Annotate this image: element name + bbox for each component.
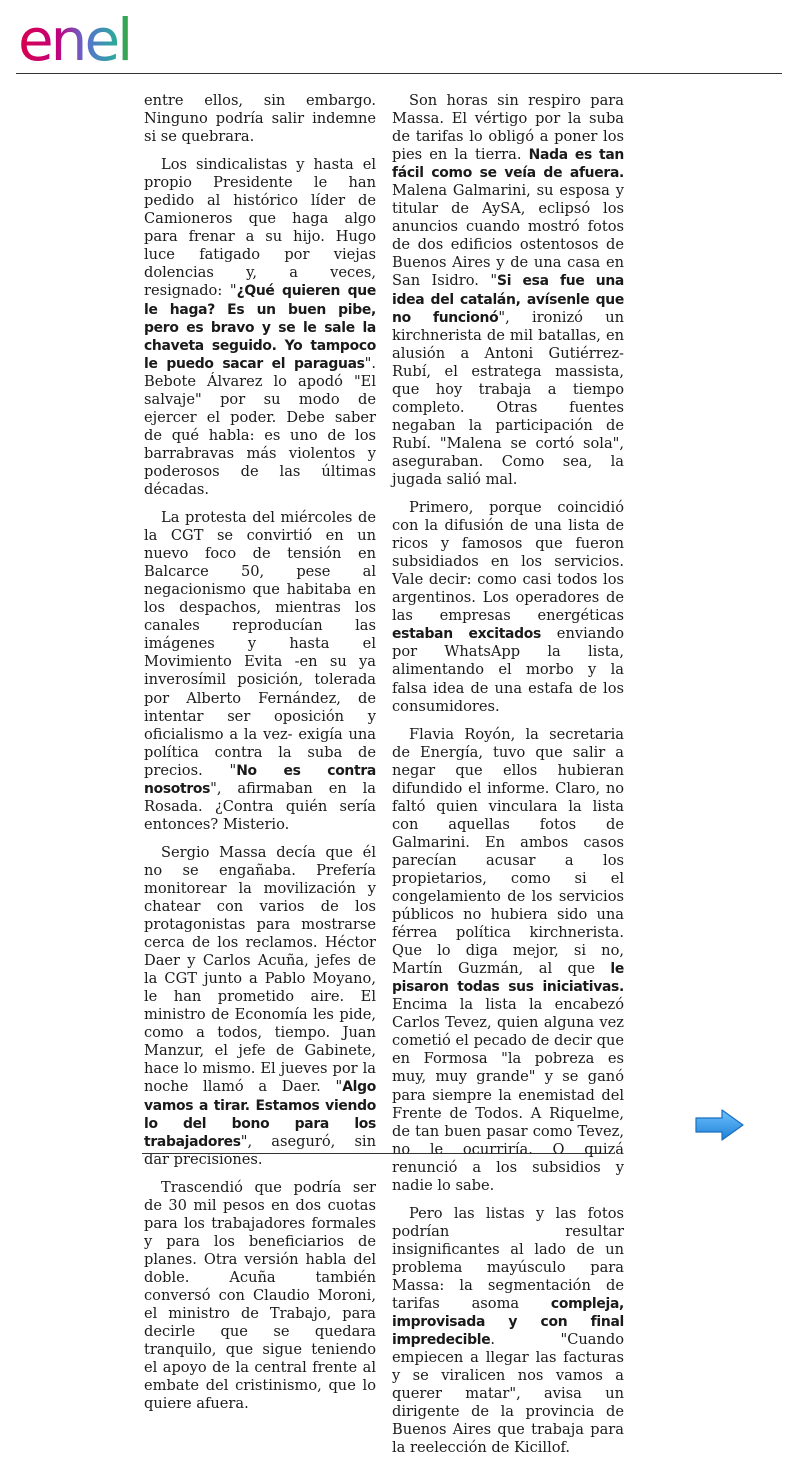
bold-quote: compleja, improvisada y con final impredecible bbox=[392, 1296, 624, 1349]
bold-quote: Si esa fue una idea del catalán, avísenle que no funcionó bbox=[392, 273, 625, 326]
paragraph-text: ". Bebote Álvarez lo apodó "El salvaje" por su modo de ejercer el poder. Debe saber de qué habla: es uno de los barrabravas más violentos y poderosos de las últimas décadas. bbox=[144, 354, 376, 498]
paragraph-text: Sergio Massa decía que él no se engañaba. Prefería monitorear la movilización y chatear con varios de los protagonistas para mostrarse cerca de los reclamos. Héctor Daer y Carlos Acuña, jefes de la CGT junto a Pablo Moyano, le han prometido aire. El ministro de Economía les pide, como a todos, tiempo. Juan Manzur, el jefe de Gabinete, hace lo mismo. El jueves por la noche llamó a Daer. " bbox=[144, 843, 376, 1096]
enel-logo bbox=[16, 8, 176, 68]
paragraph-text: . "Cuando empiecen a llegar las facturas y se viralicen nos vamos a querer matar", avisa un dirigente de la provincia de Buenos Aires que trabaja para la reelección de Kicillof. bbox=[392, 1331, 624, 1457]
next-page-button[interactable] bbox=[694, 1107, 746, 1143]
article-paragraph bbox=[392, 499, 624, 716]
paragraph-text: Encima la lista la encabezó Carlos Tevez, quien alguna vez cometió el pecado de decir que en Formosa "la pobreza es muy, muy grande" y se ganó para siempre la enemistad del Frente de Todos. A Riquelme, de tan buen pasar como Tevez, no le ocurriría. O quizá renunció a los subsidios y nadie lo sabe. bbox=[392, 996, 624, 1194]
article-paragraph bbox=[392, 726, 624, 1195]
paragraph-text: entre ellos, sin embargo. Ninguno podría salir indemne si se quebrara. bbox=[144, 92, 376, 146]
paragraph-text: ", afirmaban en la Rosada. ¿Contra quién sería entonces? Misterio. bbox=[144, 779, 376, 833]
logo-text: enel bbox=[18, 8, 131, 68]
article-column-right bbox=[392, 92, 624, 1467]
paragraph-text: ", ironizó un kirchnerista de mil batallas, en alusión a Antoni Gutiérrez-Rubí, el estratega massista, que hoy trabaja a tiempo completo. Otras fuentes negaban la participación de Rubí. "Malena se cortó sola", aseguraban. Como sea, la jugada salió mal. bbox=[392, 308, 624, 488]
paragraph-text: Malena Galmarini, su esposa y titular de AySA, eclipsó los anuncios cuando mostró fotos de dos edificios ostentosos de Buenos Aires y de una casa en San Isidro. " bbox=[392, 182, 624, 290]
bold-quote: Algo vamos a tirar. Estamos viendo lo del bono para los trabajadores bbox=[144, 1079, 376, 1150]
article-paragraph bbox=[392, 92, 624, 489]
header-divider bbox=[16, 73, 782, 74]
article-paragraph bbox=[144, 1179, 376, 1414]
paragraph-text: Flavia Royón, la secretaria de Energía, tuvo que salir a negar que ellos hubieran difundido el informe. Claro, no faltó quien vinculara la lista con aquellas fotos de Galmarini. En ambos casos parecían acusar a los propietarios, como si el congelamiento de los servicios públicos no hubiera sido una férrea política kirchnerista. Que lo diga mejor, si no, Martín Guzmán, al que bbox=[392, 725, 624, 978]
paragraph-text: ", aseguró, sin dar precisiones. bbox=[144, 1132, 376, 1168]
article-paragraph bbox=[144, 156, 376, 499]
footer-divider bbox=[142, 1153, 608, 1154]
paragraph-text: enviando por WhatsApp la lista, alimentando el morbo y la falsa idea de una estafa de los consumidores. bbox=[392, 625, 624, 715]
arrow-right-icon bbox=[696, 1110, 743, 1140]
bold-quote: estaban excitados bbox=[392, 626, 541, 643]
paragraph-text: Son horas sin respiro para Massa. El vértigo por la suba de tarifas lo obligó a poner los pies en la tierra. bbox=[392, 92, 624, 164]
bold-quote: Nada es tan fácil como se veía de afuera. bbox=[392, 147, 625, 182]
paragraph-text: Pero las listas y las fotos podrían resultar insignificantes al lado de un problema mayúsculo para Massa: la segmentación de tarifas asoma bbox=[392, 1204, 624, 1313]
paragraph-text: La protesta del miércoles de la CGT se convirtió en un nuevo foco de tensión en Balcarce 50, pese al negacionismo que habitaba en los despachos, mientras los canales reproducían las imágenes y hasta el Movimiento Evita -en su ya inverosímil posición, tolerada por Alberto Fernández, de intentar ser oposición y oficialismo a la vez- exigía una política contra la suba de precios. " bbox=[144, 509, 376, 779]
bold-quote: ¿Qué quieren que le haga? Es un buen pibe, pero es bravo y se le sale la chaveta seguido. Yo tampoco le puedo sacar el paraguas bbox=[144, 283, 376, 372]
article-paragraph bbox=[144, 509, 376, 834]
article-column-left bbox=[144, 92, 376, 1423]
paragraph-text: Los sindicalistas y hasta el propio Presidente le han pedido al histórico líder de Camioneros que haga algo para frenar a su hijo. Hugo luce fatigado por viejas dolencias y, a veces, resignado: " bbox=[144, 156, 376, 300]
article-paragraph bbox=[144, 92, 376, 146]
bold-quote: No es contra nosotros bbox=[144, 762, 376, 797]
paragraph-text: Primero, porque coincidió con la difusión de una lista de ricos y famosos que fueron subsidiados en los servicios. Vale decir: como casi todos los argentinos. Los operadores de las empresas energéticas bbox=[392, 499, 624, 625]
bold-quote: le pisaron todas sus iniciativas. bbox=[392, 961, 624, 996]
article-paragraph bbox=[144, 844, 376, 1169]
article-paragraph bbox=[392, 1205, 624, 1458]
paragraph-text: Trascendió que podría ser de 30 mil pesos en dos cuotas para los trabajadores formales y para los beneficiarios de planes. Otra versión habla del doble. Acuña también conversó con Claudio Moroni, el ministro de Trabajo, para decirle que se quedara tranquilo, que sigue teniendo el apoyo de la central frente al embate del cristinismo, que lo quiere afuera. bbox=[144, 1178, 376, 1413]
